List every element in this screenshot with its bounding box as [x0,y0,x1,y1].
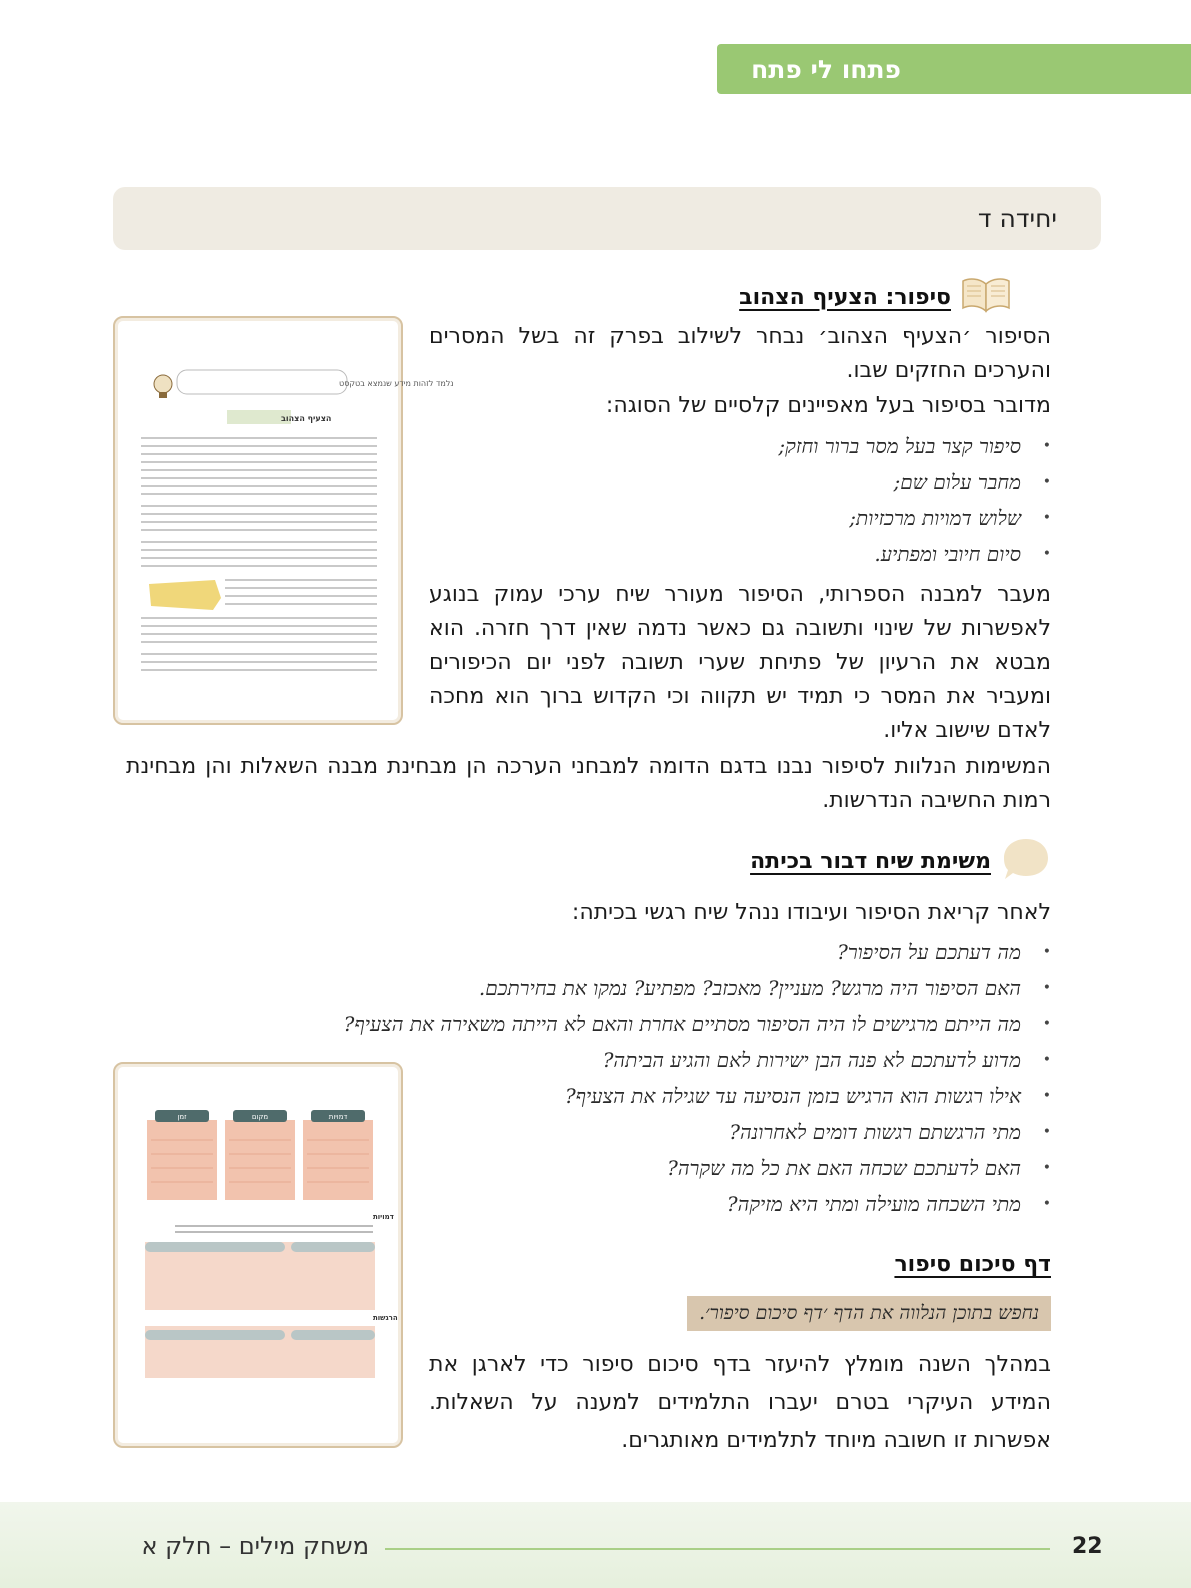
summary-title: דף סיכום סיפור [894,1252,1051,1277]
story-page-thumbnail [113,316,454,725]
summary-col-header: מקום [251,1113,269,1121]
story-title: סיפור: הצעיף הצהוב [739,284,951,310]
chapter-tab [717,44,1191,94]
thumbnail-bubble-text: נלמד לזהות מידע שנמצא בטקסט [339,379,454,388]
discussion-heading [750,836,1051,886]
lantern-icon [154,375,172,398]
feature-item: • מחבר עלום שם; [429,464,1051,500]
speech-bubble-icon [1001,836,1051,886]
features-list [429,428,1051,572]
question-item: • מתי השכחה מועילה ומתי היא מזיקה? [126,1186,1051,1222]
footer-book-title: משחק מילים – חלק א [141,1532,369,1560]
summary-text: במהלך השנה מומלץ להיעזר בדף סיכום סיפור כדי לארגן את המידע העיקרי בטרם יעברו התלמידים למענה על השאלות. אפשרות זו חשובה מיוחד לתלמידים מאותגרים. [429,1352,1051,1453]
question-item: • האם לדעתכם שכחה האם את כל מה שקרה? [126,1150,1051,1186]
discussion-title: משימת שיח דבור בכיתה [750,848,991,874]
story-intro: הסיפור ׳הצעיף הצהוב׳ נבחר לשילוב בפרק זה בשל המסרים והערכים החזקים שבו. [429,324,1051,383]
summary-note: נחפש בתוכן הנלווה את הדף ׳דף סיכום סיפור׳. [687,1296,1051,1331]
question-item: • מה דעתכם על הסיפור? [126,934,1051,970]
open-book-icon [961,276,1011,318]
question-item: • מה הייתם מרגישים לו היה הסיפור מסתיים אחרת והאם לא הייתה משאירה את הצעיף? [126,1006,1051,1042]
summary-col-header: זמן [177,1113,187,1121]
story-heading [739,276,1011,318]
summary-label: הרגשות [373,1314,398,1322]
story-tasks: המשימות הנלוות לסיפור נבנו בדגם הדומה למבחני הערכה הן מבחינת מבנה השאלות והן מבחינת רמות החשיבה הנדרשות. [126,754,1051,813]
question-item: • מתי הרגשתם רגשות דומים לאחרונה? [126,1114,1051,1150]
chapter-tab-label: פתחו לי פתח [751,54,901,84]
feature-item: • סיום חיובי ומפתיע. [429,536,1051,572]
summary-col-header: דמויות [328,1113,348,1121]
summary-page-thumbnail [113,1062,403,1448]
yellow-scarf-image [149,580,221,610]
thumbnail-inner-title: הצעיף הצהוב [281,414,332,423]
features-lead: מדובר בסיפור בעל מאפיינים קלסיים של הסוגה: [605,393,1051,418]
summary-label: דמויות [373,1213,394,1221]
question-item: • אילו רגשות הוא הרגיש בזמן הנסיעה עד שגילה את הצעיף? [126,1078,1051,1114]
feature-item: • סיפור קצר בעל מסר ברור וחזק; [429,428,1051,464]
unit-bar [113,187,1101,250]
story-analysis: מעבר למבנה הספרותי, הסיפור מעורר שיח ערכי עמוק בנוגע לאפשרות של שינוי ותשובה גם כאשר נדמה שאין דרך חזרה. הוא מבטא את הרעיון של פתיחת שערי תשובה לפני יום הכיפורים ומעביר את המסר כי תמיד יש תקווה וכי הקדוש ברוך הוא מחכה לאדם שישוב אליו. [429,582,1051,743]
question-item: • האם הסיפור היה מרגש? מעניין? מאכזב? מפתיע? נמקו את בחירתכם. [126,970,1051,1006]
question-item: • מדוע לדעתכם לא פנה הבן ישירות לאם והגיע הביתה? [126,1042,1051,1078]
page-number: 22 [1072,1534,1103,1559]
unit-label: יחידה ד [977,204,1057,233]
discussion-lead: לאחר קריאת הסיפור ועיבודו ננהל שיח רגשי בכיתה: [571,900,1051,925]
feature-item: • שלוש דמויות מרכזיות; [429,500,1051,536]
footer-divider [385,1548,1050,1550]
